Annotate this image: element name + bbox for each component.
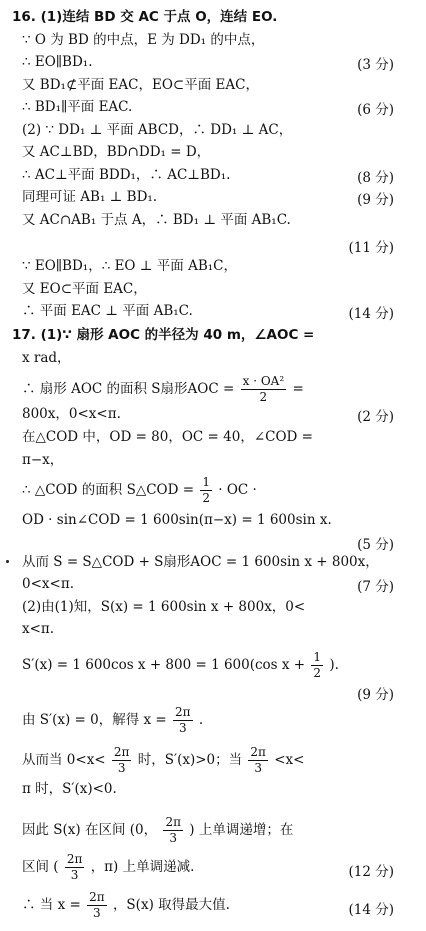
text: ∴ △COD 的面积 S△COD = xyxy=(22,482,195,498)
text: 区间 ( xyxy=(22,859,59,875)
text: ∴ 扇形 AOC 的面积 S扇形AOC = xyxy=(22,381,235,397)
text: . xyxy=(198,712,204,728)
score-mark: (14 分) xyxy=(348,902,394,918)
numerator: 2π xyxy=(66,852,83,866)
score-mark: (8 分) xyxy=(357,170,394,186)
text: 由 S′(x) = 0，解得 x = xyxy=(22,712,167,728)
text: · OC · xyxy=(218,482,257,498)
fraction xyxy=(241,374,287,405)
line-17-4: 800x，0<x<π. xyxy=(22,406,121,422)
line-17-10: 0<x<π. xyxy=(22,576,74,592)
score-mark: (7 分) xyxy=(357,579,394,595)
line-17-18 xyxy=(22,852,386,883)
numerator: 2π xyxy=(165,815,181,829)
denominator: 3 xyxy=(117,761,126,775)
fraction xyxy=(87,890,107,921)
line-16-10: 又 AC∩AB₁ 于点 A，∴ BD₁ ⊥ 平面 AB₁C. xyxy=(22,212,291,228)
line-17-13 xyxy=(22,650,386,681)
line-17-2: x rad， xyxy=(22,350,71,366)
numerator: 2π xyxy=(89,890,105,904)
line-17-7 xyxy=(22,475,386,506)
fraction xyxy=(311,650,323,681)
line-16-4: 又 BD₁⊄平面 EAC，EO⊂平面 EAC， xyxy=(22,77,259,93)
fraction xyxy=(248,745,268,776)
score-mark: (3 分) xyxy=(357,57,394,73)
score-mark: (6 分) xyxy=(357,102,394,118)
fraction xyxy=(112,745,132,776)
text: ). xyxy=(329,657,339,673)
score-mark: (12 分) xyxy=(348,864,394,880)
line-17-12: x<π. xyxy=(22,621,55,637)
line-16-13: ∴ 平面 EAC ⊥ 平面 AB₁C. xyxy=(22,303,193,319)
line-17-17 xyxy=(22,815,386,846)
text: 因此 S(x) 在区间 (0， xyxy=(22,822,158,838)
line-17-1: 17. (1)∵ 扇形 AOC 的半径为 40 m，∠AOC = xyxy=(12,327,315,343)
numerator: 2π xyxy=(250,745,266,759)
text: 从而当 0<x< xyxy=(22,752,106,768)
line-16-3: ∴ EO∥BD₁. xyxy=(22,54,93,70)
line-17-6: π−x， xyxy=(22,452,64,468)
score-mark: (11 分) xyxy=(348,240,394,256)
score-mark: (5 分) xyxy=(357,537,394,553)
line-17-11: (2)由(1)知，S(x) = 1 600sin x + 800x，0< xyxy=(22,599,306,615)
denominator: 2 xyxy=(313,666,322,680)
numerator: 1 xyxy=(313,650,322,664)
line-16-8: ∴ AC⊥平面 BDD₁，∴ AC⊥BD₁. xyxy=(22,167,231,183)
line-16-7: 又 AC⊥BD，BD∩DD₁ = D， xyxy=(22,144,211,160)
score-mark: (9 分) xyxy=(357,687,394,703)
numerator: 2π xyxy=(175,705,191,719)
line-17-8: OD · sin∠COD = 1 600sin(π−x) = 1 600sin x. xyxy=(22,512,332,528)
line-17-16: π 时，S′(x)<0. xyxy=(22,781,117,797)
line-17-3 xyxy=(22,374,386,405)
denominator: 3 xyxy=(178,721,187,735)
line-17-14 xyxy=(22,705,386,736)
text: ，π) 上单调递减. xyxy=(90,859,195,875)
speck xyxy=(6,560,9,563)
line-17-19 xyxy=(22,890,386,921)
score-mark: (9 分) xyxy=(357,192,394,208)
line-17-15 xyxy=(22,745,386,776)
line-16-2: ∵ O 为 BD 的中点，E 为 DD₁ 的中点， xyxy=(22,32,265,48)
score-mark: (2 分) xyxy=(357,409,394,425)
text: = xyxy=(292,381,304,397)
denominator: 3 xyxy=(169,831,178,845)
line-16-9: 同理可证 AB₁ ⊥ BD₁. xyxy=(22,189,158,205)
denominator: 2 xyxy=(259,390,268,404)
denominator: 3 xyxy=(70,868,79,882)
line-16-1: 16. (1)连结 BD 交 AC 于点 O，连结 EO. xyxy=(12,9,278,25)
text: ) 上单调递增；在 xyxy=(189,822,294,838)
line-16-5: ∴ BD₁∥平面 EAC. xyxy=(22,99,133,115)
fraction xyxy=(200,475,212,506)
denominator: 2 xyxy=(202,491,210,505)
fraction xyxy=(65,852,85,883)
text: S′(x) = 1 600cos x + 800 = 1 600(cos x + xyxy=(22,657,306,673)
fraction xyxy=(173,705,193,736)
line-17-5: 在△COD 中，OD = 80，OC = 40，∠COD = xyxy=(22,429,313,445)
fraction xyxy=(163,815,183,846)
line-16-12: 又 EO⊂平面 EAC， xyxy=(22,281,147,297)
numerator: 1 xyxy=(202,475,210,489)
text: <x< xyxy=(274,752,305,768)
text: ∴ 当 x = xyxy=(22,897,81,913)
numerator: 2π xyxy=(113,745,130,759)
line-16-11: ∵ EO∥BD₁，∴ EO ⊥ 平面 AB₁C， xyxy=(22,258,237,274)
line-16-6: (2) ∵ DD₁ ⊥ 平面 ABCD，∴ DD₁ ⊥ AC， xyxy=(22,122,293,138)
text: 时，S′(x)>0；当 xyxy=(137,752,243,768)
score-mark: (14 分) xyxy=(348,306,394,322)
line-17-9: 从而 S = S△COD + S扇形AOC = 1 600sin x + 800x， xyxy=(22,554,379,570)
denominator: 3 xyxy=(254,761,262,775)
text: ，S(x) 取得最大值. xyxy=(112,897,230,913)
denominator: 3 xyxy=(93,906,101,920)
numerator: x · OA² xyxy=(242,374,285,388)
